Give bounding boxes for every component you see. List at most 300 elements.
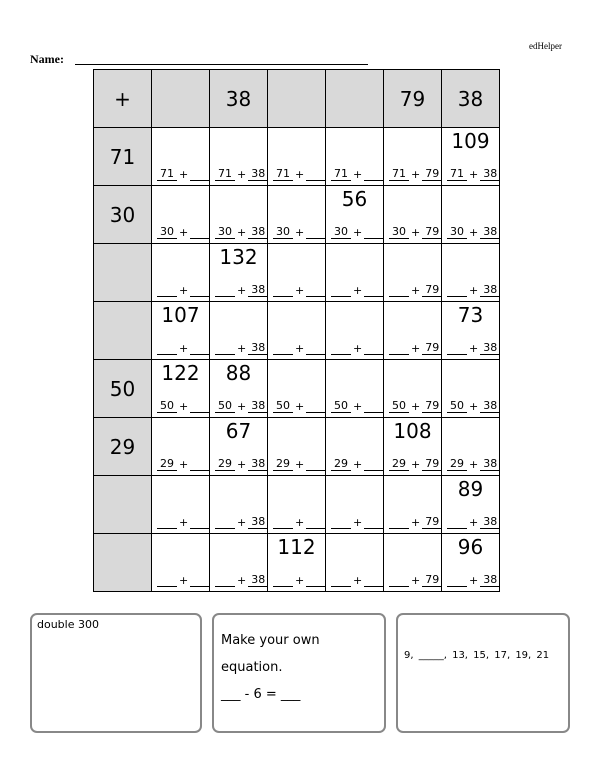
brand-label: edHelper — [529, 41, 562, 51]
row-header — [94, 244, 152, 302]
row-header-value: 30 — [109, 202, 136, 227]
addend-right[interactable]: 38 — [248, 342, 268, 355]
plus-operator: + — [411, 458, 421, 471]
grid-cell[interactable] — [326, 418, 384, 476]
plus-operator: + — [353, 168, 363, 181]
addend-right[interactable] — [364, 586, 384, 587]
cell-expression — [273, 343, 323, 355]
addend-right[interactable] — [306, 296, 326, 297]
plus-operator: + — [411, 400, 421, 413]
addend-right[interactable] — [306, 528, 326, 529]
grid-cell[interactable] — [210, 476, 268, 534]
cell-answer: 89 — [457, 477, 484, 501]
addend-left[interactable] — [389, 586, 409, 587]
plus-operator: + — [237, 458, 247, 471]
cell-expression — [157, 226, 207, 239]
grid-cell[interactable] — [326, 128, 384, 186]
addend-left[interactable]: 50 — [273, 400, 293, 413]
cell-answer: 122 — [161, 361, 200, 385]
cell-answer: 67 — [225, 419, 252, 443]
header-row — [94, 70, 500, 128]
addend-left[interactable]: 71 — [389, 168, 409, 181]
plus-operator: + — [295, 168, 305, 181]
cell-expression — [331, 400, 381, 413]
cell-expression — [331, 226, 381, 239]
plus-operator: + — [469, 574, 479, 587]
addend-left[interactable] — [273, 528, 293, 529]
plus-operator: + — [353, 516, 363, 529]
addend-left[interactable]: 29 — [331, 458, 351, 471]
addend-left[interactable]: 71 — [215, 168, 235, 181]
grid-cell[interactable] — [152, 534, 210, 592]
grid-cell[interactable] — [442, 186, 500, 244]
row-header — [94, 418, 152, 476]
addend-right[interactable]: 38 — [248, 516, 268, 529]
grid-cell[interactable] — [326, 360, 384, 418]
column-header — [326, 70, 384, 128]
grid-cell[interactable] — [442, 418, 500, 476]
cell-expression — [273, 285, 323, 297]
plus-operator: + — [469, 168, 479, 181]
grid-cell[interactable] — [152, 186, 210, 244]
grid-cell[interactable] — [326, 186, 384, 244]
grid-row — [94, 534, 500, 592]
addend-right[interactable]: 38 — [480, 400, 500, 413]
addend-right[interactable] — [306, 412, 326, 413]
addition-grid — [93, 69, 500, 592]
addend-left[interactable] — [157, 296, 177, 297]
row-header — [94, 360, 152, 418]
grid-cell[interactable] — [442, 302, 500, 360]
row-header — [94, 128, 152, 186]
cell-expression — [215, 226, 265, 239]
equation-prompt — [221, 627, 320, 708]
cell-answer: 88 — [225, 361, 252, 385]
plus-operator: + — [237, 400, 247, 413]
addend-right[interactable] — [306, 354, 326, 355]
plus-operator: + — [237, 284, 247, 297]
addend-left[interactable]: 71 — [157, 168, 177, 181]
addend-left[interactable] — [273, 586, 293, 587]
addend-left[interactable]: 30 — [447, 226, 467, 239]
addend-right[interactable] — [306, 586, 326, 587]
addend-left[interactable] — [215, 586, 235, 587]
plus-operator: + — [237, 226, 247, 239]
cell-expression — [157, 400, 207, 413]
addend-right[interactable]: 79 — [422, 342, 442, 355]
plus-operator: + — [179, 516, 189, 529]
cell-expression — [331, 458, 381, 471]
addend-left[interactable]: 29 — [157, 458, 177, 471]
addend-right[interactable]: 79 — [422, 574, 442, 587]
cell-answer: 109 — [451, 129, 490, 153]
plus-operator: + — [411, 168, 421, 181]
cell-expression — [447, 284, 497, 297]
equation-line-1: Make your own — [221, 633, 320, 648]
grid-cell[interactable] — [268, 476, 326, 534]
cell-expression — [331, 343, 381, 355]
row-header-value[interactable] — [94, 302, 151, 359]
plus-operator: + — [469, 284, 479, 297]
addend-left[interactable]: 29 — [389, 458, 409, 471]
addend-left[interactable] — [447, 354, 467, 355]
addend-right[interactable] — [364, 470, 384, 471]
plus-operator: + — [179, 226, 189, 239]
addend-right[interactable]: 38 — [248, 168, 268, 181]
grid-cell[interactable] — [268, 186, 326, 244]
grid-cell[interactable] — [268, 244, 326, 302]
column-header-value[interactable] — [326, 70, 383, 127]
addend-left[interactable] — [273, 354, 293, 355]
plus-operator: + — [411, 516, 421, 529]
plus-operator: + — [179, 400, 189, 413]
addend-left[interactable] — [273, 296, 293, 297]
grid-cell[interactable] — [268, 418, 326, 476]
cell-expression — [157, 575, 207, 587]
cell-expression — [389, 342, 439, 355]
name-label: Name: — [30, 52, 64, 66]
plus-operator: + — [237, 342, 247, 355]
cell-expression — [273, 400, 323, 413]
addend-right[interactable] — [190, 586, 210, 587]
cell-expression — [273, 168, 323, 181]
cell-expression — [389, 284, 439, 297]
cell-expression — [215, 342, 265, 355]
cell-answer: 108 — [393, 419, 432, 443]
row-header-value[interactable] — [94, 534, 151, 591]
addend-right[interactable] — [190, 528, 210, 529]
addend-right[interactable] — [190, 296, 210, 297]
cell-expression — [447, 400, 497, 413]
column-header — [210, 70, 268, 128]
cell-expression — [389, 516, 439, 529]
double-prompt: double 300 — [37, 618, 99, 631]
plus-operator: + — [179, 574, 189, 587]
cell-expression — [215, 458, 265, 471]
equation-box — [212, 613, 386, 733]
cell-expression — [389, 168, 439, 181]
addend-right[interactable] — [364, 238, 384, 239]
corner-cell — [94, 70, 152, 128]
plus-operator: + — [179, 284, 189, 297]
addend-right[interactable]: 38 — [480, 226, 500, 239]
cell-answer: 96 — [457, 535, 484, 559]
row-header-value: 29 — [109, 434, 136, 459]
cell-expression — [389, 400, 439, 413]
grid-cell[interactable] — [210, 186, 268, 244]
plus-operator: + — [295, 458, 305, 471]
addend-left[interactable] — [157, 586, 177, 587]
grid-cell[interactable] — [326, 302, 384, 360]
grid-row — [94, 476, 500, 534]
plus-operator: + — [295, 516, 305, 529]
addend-right[interactable] — [364, 528, 384, 529]
cell-expression — [447, 342, 497, 355]
addend-left[interactable]: 50 — [157, 400, 177, 413]
addend-left[interactable] — [157, 528, 177, 529]
cell-expression — [273, 575, 323, 587]
plus-operator: + — [295, 574, 305, 587]
addend-right[interactable]: 38 — [248, 284, 268, 297]
addend-right[interactable]: 38 — [248, 574, 268, 587]
cell-expression — [331, 168, 381, 181]
plus-operator: + — [237, 574, 247, 587]
addend-right[interactable]: 38 — [480, 574, 500, 587]
cell-expression — [215, 284, 265, 297]
sequence-box — [396, 613, 570, 733]
addend-left[interactable] — [389, 354, 409, 355]
addend-right[interactable]: 38 — [480, 516, 500, 529]
addend-left[interactable] — [215, 296, 235, 297]
grid-cell[interactable] — [210, 418, 268, 476]
addend-right[interactable] — [364, 412, 384, 413]
addend-left[interactable]: 30 — [389, 226, 409, 239]
addend-right[interactable]: 79 — [422, 516, 442, 529]
addend-left[interactable] — [215, 528, 235, 529]
grid-cell[interactable] — [268, 360, 326, 418]
addend-left[interactable] — [331, 354, 351, 355]
grid-row — [94, 186, 500, 244]
plus-operator: + — [353, 226, 363, 239]
row-header — [94, 186, 152, 244]
column-header — [384, 70, 442, 128]
addend-right[interactable] — [306, 238, 326, 239]
addend-left[interactable] — [447, 296, 467, 297]
plus-operator: + — [179, 168, 189, 181]
plus-operator: + — [353, 574, 363, 587]
addend-right[interactable]: 38 — [248, 400, 268, 413]
cell-expression — [273, 517, 323, 529]
addend-left[interactable]: 30 — [215, 226, 235, 239]
sequence-prompt[interactable]: 9, _____, 13, 15, 17, 19, 21 — [404, 650, 550, 661]
addend-right[interactable] — [190, 180, 210, 181]
grid-cell[interactable] — [268, 534, 326, 592]
cell-answer: 107 — [161, 303, 200, 327]
addend-left[interactable] — [157, 354, 177, 355]
row-header-value: 71 — [109, 144, 136, 169]
addend-right[interactable] — [364, 354, 384, 355]
addend-right[interactable] — [364, 296, 384, 297]
addend-left[interactable] — [331, 586, 351, 587]
addend-right[interactable] — [306, 180, 326, 181]
cell-expression — [447, 168, 497, 181]
column-header-value: 38 — [457, 86, 484, 111]
grid-cell[interactable] — [268, 302, 326, 360]
grid-cell[interactable] — [442, 534, 500, 592]
plus-operator: + — [411, 226, 421, 239]
grid-cell[interactable] — [210, 302, 268, 360]
column-header-value: 38 — [225, 86, 252, 111]
addend-right[interactable] — [364, 180, 384, 181]
cell-expression — [331, 285, 381, 297]
addend-right[interactable] — [306, 470, 326, 471]
column-header — [268, 70, 326, 128]
addend-left[interactable]: 71 — [447, 168, 467, 181]
grid-cell[interactable] — [152, 418, 210, 476]
grid-cell[interactable] — [384, 418, 442, 476]
grid-cell[interactable] — [210, 128, 268, 186]
addend-right[interactable]: 38 — [480, 284, 500, 297]
grid-cell[interactable] — [384, 476, 442, 534]
plus-operator: + — [411, 284, 421, 297]
cell-expression — [389, 458, 439, 471]
grid-cell[interactable] — [384, 302, 442, 360]
cell-expression — [331, 517, 381, 529]
addend-left[interactable]: 30 — [273, 226, 293, 239]
grid-row — [94, 244, 500, 302]
addend-left[interactable] — [215, 354, 235, 355]
addend-right[interactable]: 79 — [422, 284, 442, 297]
addend-right[interactable] — [190, 354, 210, 355]
addend-left[interactable]: 29 — [273, 458, 293, 471]
cell-expression — [215, 516, 265, 529]
row-header-value: 50 — [109, 376, 136, 401]
column-header-value: 79 — [399, 86, 426, 111]
cell-expression — [389, 574, 439, 587]
addend-left[interactable]: 50 — [447, 400, 467, 413]
plus-operator: + — [469, 516, 479, 529]
plus-operator: + — [353, 284, 363, 297]
addend-left[interactable]: 50 — [215, 400, 235, 413]
plus-operator: + — [353, 342, 363, 355]
plus-operator: + — [295, 226, 305, 239]
row-header — [94, 302, 152, 360]
addend-left[interactable] — [331, 528, 351, 529]
addend-left[interactable]: 29 — [447, 458, 467, 471]
addend-right[interactable]: 79 — [422, 226, 442, 239]
addend-right[interactable] — [190, 470, 210, 471]
double-box — [30, 613, 202, 733]
grid-row — [94, 302, 500, 360]
grid-cell[interactable] — [384, 128, 442, 186]
grid-row — [94, 360, 500, 418]
addend-right[interactable] — [190, 412, 210, 413]
cell-answer: 132 — [219, 245, 258, 269]
addend-left[interactable]: 29 — [215, 458, 235, 471]
cell-expression — [331, 575, 381, 587]
row-header-value[interactable] — [94, 244, 151, 301]
grid-cell[interactable] — [442, 244, 500, 302]
equation-line-2: equation. — [221, 660, 283, 675]
cell-answer: 56 — [341, 187, 368, 211]
addend-left[interactable] — [331, 296, 351, 297]
cell-expression — [273, 226, 323, 239]
addend-left[interactable]: 71 — [331, 168, 351, 181]
addend-left[interactable] — [447, 528, 467, 529]
addend-right[interactable]: 79 — [422, 400, 442, 413]
addend-left[interactable] — [447, 586, 467, 587]
cell-expression — [157, 168, 207, 181]
grid-cell[interactable] — [442, 128, 500, 186]
grid-cell[interactable] — [152, 476, 210, 534]
column-header — [442, 70, 500, 128]
cell-expression — [447, 226, 497, 239]
grid-cell[interactable] — [152, 244, 210, 302]
cell-expression — [447, 458, 497, 471]
cell-expression — [215, 574, 265, 587]
grid-cell[interactable] — [210, 534, 268, 592]
cell-expression — [215, 400, 265, 413]
cell-expression — [447, 574, 497, 587]
grid-cell[interactable] — [210, 360, 268, 418]
cell-expression — [447, 516, 497, 529]
addend-left[interactable] — [389, 296, 409, 297]
cell-answer: 112 — [277, 535, 316, 559]
grid-cell[interactable] — [152, 360, 210, 418]
plus-operator: + — [237, 168, 247, 181]
row-header-value[interactable] — [94, 476, 151, 533]
cell-expression — [215, 168, 265, 181]
column-header-value[interactable] — [268, 70, 325, 127]
plus-operator: + — [295, 284, 305, 297]
grid-cell[interactable] — [384, 360, 442, 418]
column-header — [152, 70, 210, 128]
cell-expression — [389, 226, 439, 239]
plus-operator: + — [469, 342, 479, 355]
grid-cell[interactable] — [442, 476, 500, 534]
column-header-value[interactable] — [152, 70, 209, 127]
plus-operator: + — [411, 574, 421, 587]
grid-cell[interactable] — [442, 360, 500, 418]
name-line[interactable] — [75, 64, 368, 65]
grid-cell[interactable] — [326, 244, 384, 302]
row-header — [94, 476, 152, 534]
plus-operator: + — [179, 342, 189, 355]
cell-expression — [157, 458, 207, 471]
cell-expression — [157, 343, 207, 355]
equation-line-3[interactable]: ___ - 6 = ___ — [221, 687, 301, 702]
grid-cell[interactable] — [268, 128, 326, 186]
cell-answer: 73 — [457, 303, 484, 327]
plus-operator: + — [353, 458, 363, 471]
grid-cell[interactable] — [326, 534, 384, 592]
cell-expression — [157, 285, 207, 297]
plus-sign: + — [114, 86, 131, 111]
addend-left[interactable]: 30 — [157, 226, 177, 239]
grid-cell[interactable] — [152, 128, 210, 186]
grid-cell[interactable] — [384, 186, 442, 244]
addend-left[interactable] — [389, 528, 409, 529]
grid-cell[interactable] — [384, 244, 442, 302]
grid-cell[interactable] — [210, 244, 268, 302]
row-header — [94, 534, 152, 592]
plus-operator: + — [295, 400, 305, 413]
cell-expression — [157, 517, 207, 529]
addend-right[interactable]: 38 — [480, 168, 500, 181]
plus-operator: + — [469, 226, 479, 239]
addend-right[interactable]: 38 — [248, 458, 268, 471]
addend-right[interactable]: 38 — [248, 226, 268, 239]
addend-left[interactable]: 50 — [389, 400, 409, 413]
grid-row — [94, 418, 500, 476]
addend-right[interactable]: 38 — [480, 342, 500, 355]
addend-left[interactable]: 50 — [331, 400, 351, 413]
addend-right[interactable]: 79 — [422, 168, 442, 181]
grid-cell[interactable] — [326, 476, 384, 534]
addend-right[interactable] — [190, 238, 210, 239]
addend-right[interactable]: 38 — [480, 458, 500, 471]
addend-left[interactable]: 30 — [331, 226, 351, 239]
plus-operator: + — [469, 458, 479, 471]
grid-cell[interactable] — [152, 302, 210, 360]
addend-right[interactable]: 79 — [422, 458, 442, 471]
plus-operator: + — [469, 400, 479, 413]
addend-left[interactable]: 71 — [273, 168, 293, 181]
plus-operator: + — [411, 342, 421, 355]
grid-cell[interactable] — [384, 534, 442, 592]
cell-expression — [273, 458, 323, 471]
grid-row — [94, 128, 500, 186]
